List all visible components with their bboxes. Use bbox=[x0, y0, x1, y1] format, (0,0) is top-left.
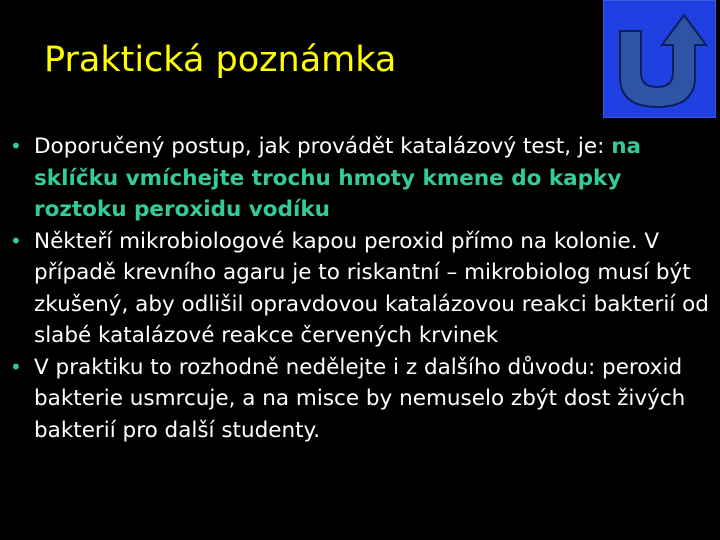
list-item bbox=[10, 352, 710, 447]
bullet-emphasis-text: na sklíčku vmíchejte trochu hmoty kmene do kapky roztoku peroxidu vodíku bbox=[34, 134, 642, 222]
return-arrow-icon bbox=[604, 1, 715, 117]
bullet-icon: • bbox=[10, 228, 22, 253]
bullet-text: V praktiku to rozhodně nedělejte i z dalšího důvodu: peroxid bakterie usmrcuje, a na misce by nemuselo zbýt dost živých bakterií pro další studenty. bbox=[34, 354, 686, 443]
return-button[interactable] bbox=[603, 0, 716, 118]
list-item bbox=[10, 226, 710, 352]
slide-title: Praktická poznámka bbox=[44, 40, 397, 80]
bullet-text: Někteří mikrobiologové kapou peroxid přímo na kolonie. V případě krevního agaru je to riskantní – mikrobiolog musí být zkušený, aby odlišil opravdovou katalázovou reakci bakterií od slabé katalázové reakce červených krvinek bbox=[34, 228, 709, 348]
bullet-list bbox=[10, 131, 710, 446]
bullet-text: Doporučený postup, jak provádět katalázový test, je: bbox=[34, 134, 605, 159]
list-item bbox=[10, 131, 710, 226]
bullet-icon: • bbox=[10, 354, 22, 379]
bullet-icon: • bbox=[10, 134, 22, 158]
